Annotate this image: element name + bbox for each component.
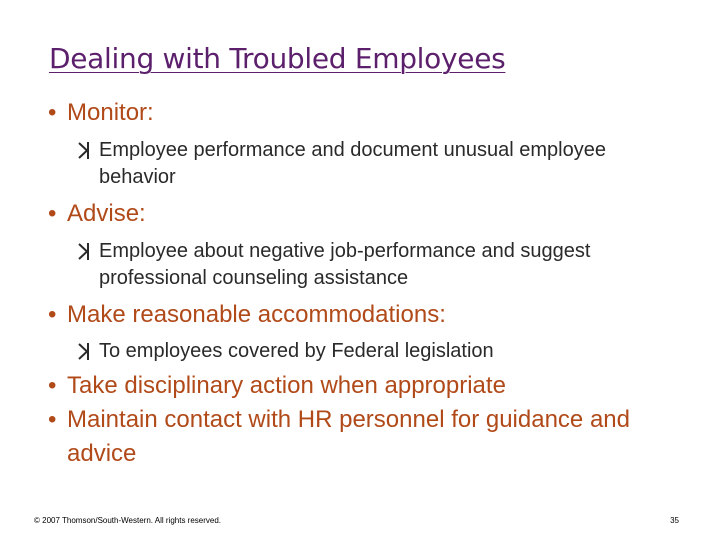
bullet-label: Monitor: (67, 99, 154, 126)
slide-content (48, 96, 688, 471)
bullet-item-hr-contact (48, 403, 678, 471)
page-number: 35 (670, 516, 679, 525)
sub-bullet-item (99, 238, 628, 292)
bullet-item-accommodations (48, 298, 688, 332)
bullet-item-disciplinary (48, 369, 688, 403)
bullet-label: Make reasonable accommodations: (67, 301, 446, 328)
bullet-label: Take disciplinary action when appropriate (67, 372, 506, 399)
sub-bullet-text: To employees covered by Federal legislation (99, 340, 494, 362)
bullet-label: Maintain contact with HR personnel for guidance and advice (67, 406, 630, 467)
sub-bullet-item (99, 338, 688, 365)
bullet-icon: • (48, 99, 57, 126)
bullet-label: Advise: (67, 200, 146, 227)
sub-bullet-item (99, 137, 608, 191)
bullet-icon: • (48, 406, 57, 433)
sub-bullet-text: Employee performance and document unusual employee behavior (99, 139, 606, 188)
bullet-icon: • (48, 372, 57, 399)
bullet-icon: • (48, 301, 57, 328)
arrow-bullet-icon (77, 338, 97, 365)
bullet-item-advise (48, 197, 688, 231)
arrow-bullet-icon (77, 137, 97, 164)
bullet-item-monitor (48, 96, 688, 130)
slide-title: Dealing with Troubled Employees (49, 42, 506, 75)
arrow-bullet-icon (77, 238, 97, 265)
sub-bullet-text: Employee about negative job-performance and suggest professional counseling assistance (99, 240, 591, 289)
bullet-icon: • (48, 200, 57, 227)
copyright-footer: © 2007 Thomson/South-Western. All rights reserved. (34, 516, 222, 525)
